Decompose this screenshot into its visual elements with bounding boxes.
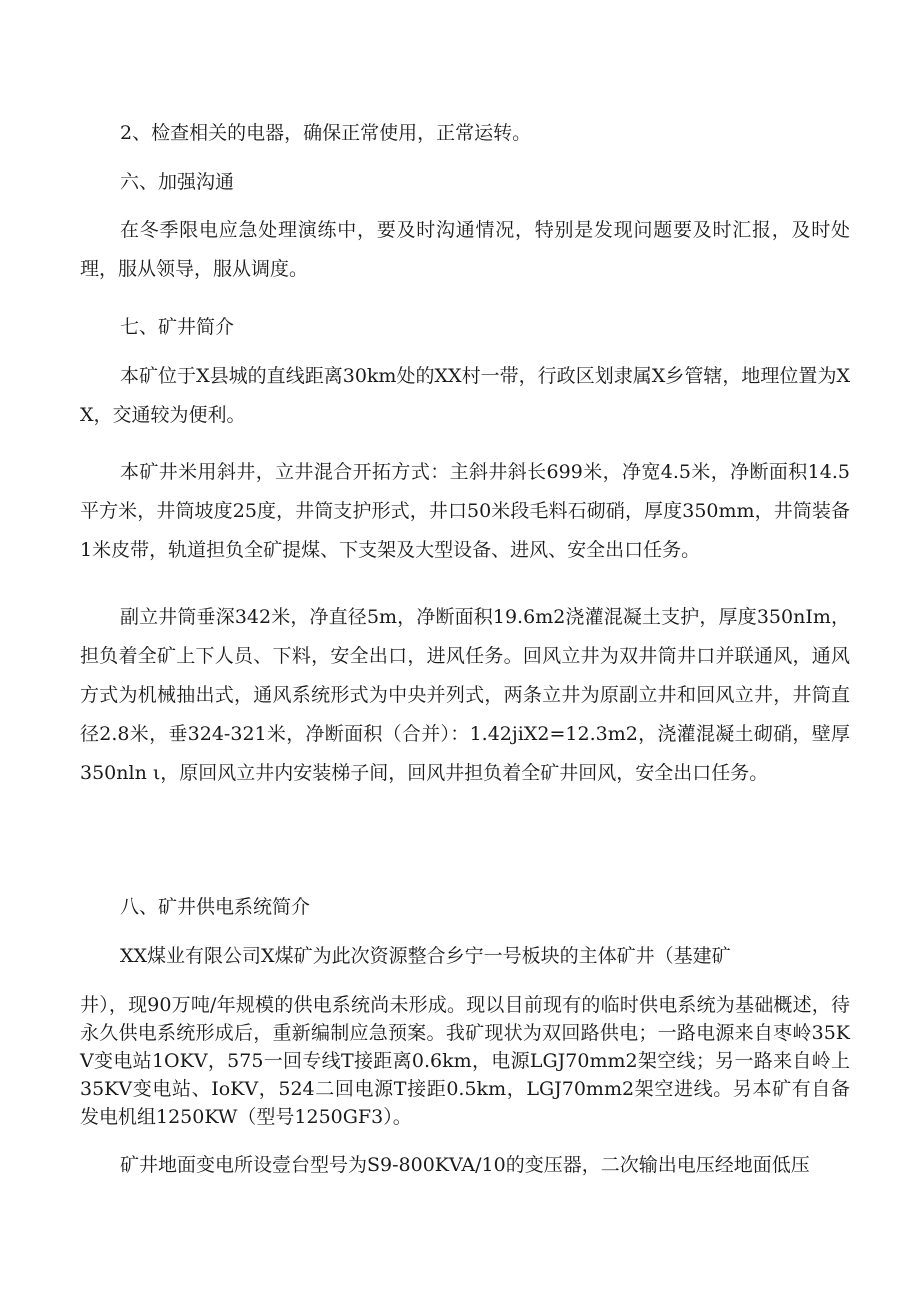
heading-communication: 六、加强沟通 xyxy=(120,171,235,193)
paragraph-communication: 在冬季限电应急处理演练中，要及时沟通情况，特别是发现问题要及时汇报，及时处理，服从领导，服从调度。 xyxy=(80,219,850,280)
paragraph-main-shaft: 本矿井米用斜井，立井混合开拓方式：主斜井斜长699米，净宽4.5米，净断面积14.5平方米，井筒坡度25度，井筒支护形式，井口50米段毛料石砌硝，厚度350mm，井筒装备1米皮带，轨道担负全矿提煤、下支架及大型设备、进风、安全出口任务。 xyxy=(80,461,850,561)
paragraph-mine-location: 本矿位于X县城的直线距离30km处的XX村一带，行政区划隶属X乡管辖，地理位置为XX，交通较为便利。 xyxy=(80,365,850,426)
paragraph-check-electrical: 2、检查相关的电器，确保正常使用，正常运转。 xyxy=(120,122,532,144)
heading-mine-intro: 七、矿井简介 xyxy=(120,316,235,338)
paragraph-substation: 矿井地面变电所设壹台型号为S9-800KVA/10的变压器，二次输出电压经地面低压 xyxy=(120,1154,810,1176)
paragraph-power-system: 井），现90万吨/年规模的供电系统尚未形成。现以目前现有的临时供电系统为基础概述，待永久供电系统形成后，重新编制应急预案。我矿现状为双回路供电；一路电源来自枣岭35KV变电站1OKV，575一回专线T接距离0.6km，电源LGJ70mm2架空线；另一路来自岭上35KV变电站、IoKV，524二回电源T接距0.5km，LGJ70mm2架空进线。另本矿有自备发电机组1250KW（型号1250GF3）。 xyxy=(80,994,850,1128)
paragraph-company-intro: XX煤业有限公司X煤矿为此次资源整合乡宁一号板块的主体矿井（基建矿 xyxy=(120,945,731,967)
heading-power-supply: 八、矿井供电系统简介 xyxy=(120,896,311,918)
paragraph-auxiliary-shaft: 副立井筒垂深342米，净直径5m，净断面积19.6m2浇灌混凝土支护，厚度350nIm，担负着全矿上下人员、下料，安全出口，进风任务。回风立井为双井筒井口并联通风，通风方式为机械抽出式，通风系统形式为中央并列式，两条立井为原副立井和回风立井，井筒直径2.8米，垂324-321米，净断面积（合并）：1.42jiX2=12.3m2，浇灌混凝土砌硝，壁厚350nln ι，原回风立井内安装梯子间，回风井担负着全矿井回风，安全出口任务。 xyxy=(80,606,850,784)
